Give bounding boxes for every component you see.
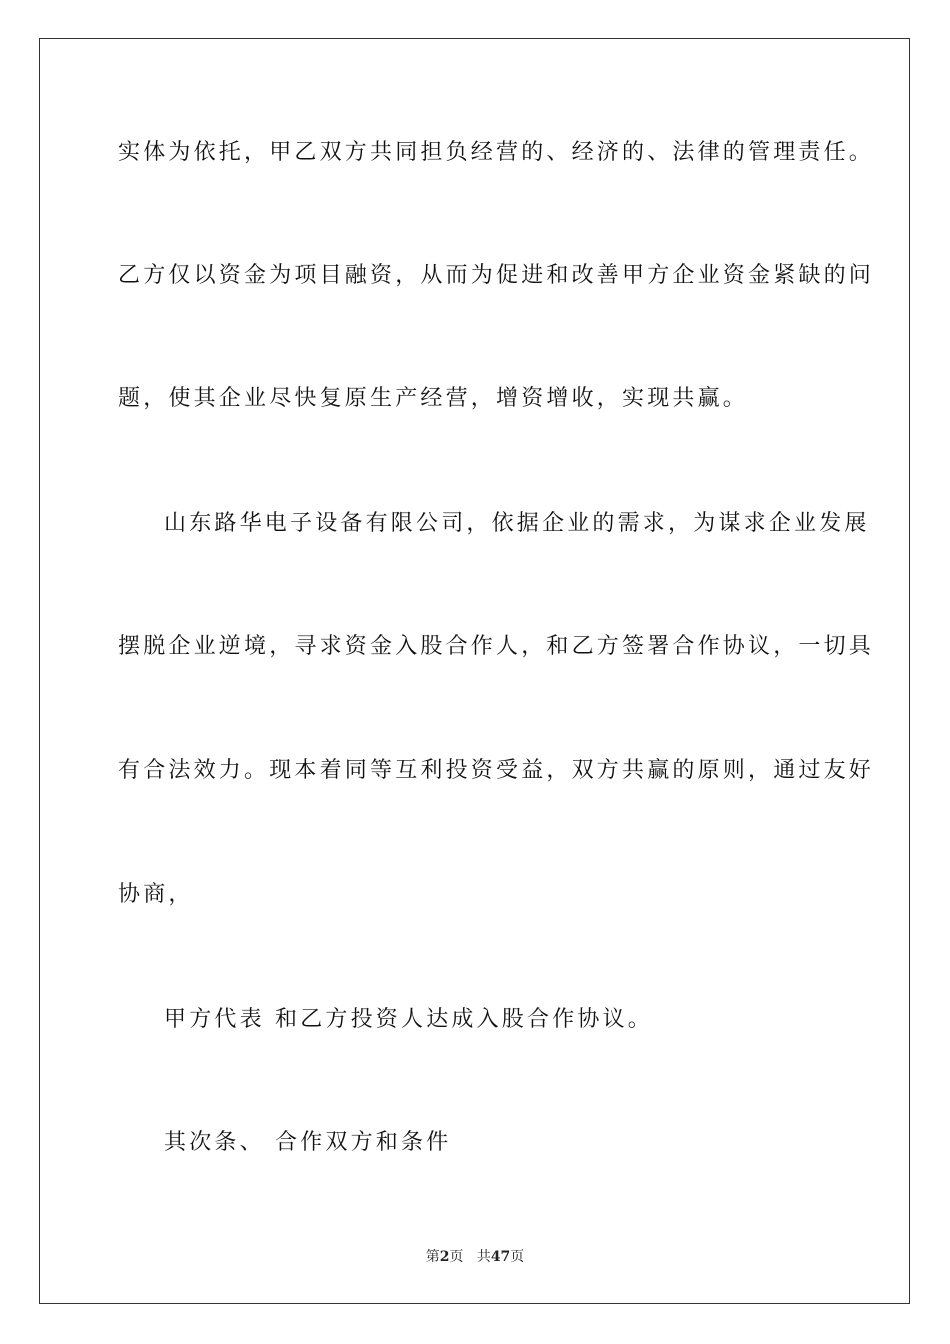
body-line-6: 有合法效力。现本着同等互利投资受益，双方共赢的原则，通过友好 — [118, 758, 875, 783]
footer-total-prefix: 共 — [476, 1249, 491, 1265]
footer-page-prefix: 第 — [425, 1249, 440, 1265]
footer-page-number: 2 — [439, 1249, 450, 1265]
body-line-5: 摆脱企业逆境，寻求资金入股合作人，和乙方签署合作协议，一切具 — [118, 634, 875, 659]
footer-total-suffix: 页 — [510, 1249, 525, 1265]
body-line-8: 甲方代表 和乙方投资人达成入股合作协议。 — [164, 1007, 653, 1032]
body-line-7: 协商， — [118, 882, 194, 907]
footer-total-pages: 47 — [490, 1249, 511, 1265]
body-line-1: 实体为依托，甲乙双方共同担负经营的、经济的、法律的管理责任。 — [118, 140, 875, 165]
page-footer — [0, 1248, 950, 1266]
body-line-2: 乙方仅以资金为项目融资，从而为促进和改善甲方企业资金紧缺的问 — [118, 263, 875, 288]
footer-page-suffix: 页 — [449, 1249, 464, 1265]
page-border — [39, 38, 910, 1304]
body-line-4: 山东路华电子设备有限公司，依据企业的需求，为谋求企业发展 — [164, 511, 870, 536]
body-line-9: 其次条、 合作双方和条件 — [164, 1130, 452, 1155]
body-line-3: 题，使其企业尽快复原生产经营，增资增收，实现共赢。 — [118, 386, 749, 411]
